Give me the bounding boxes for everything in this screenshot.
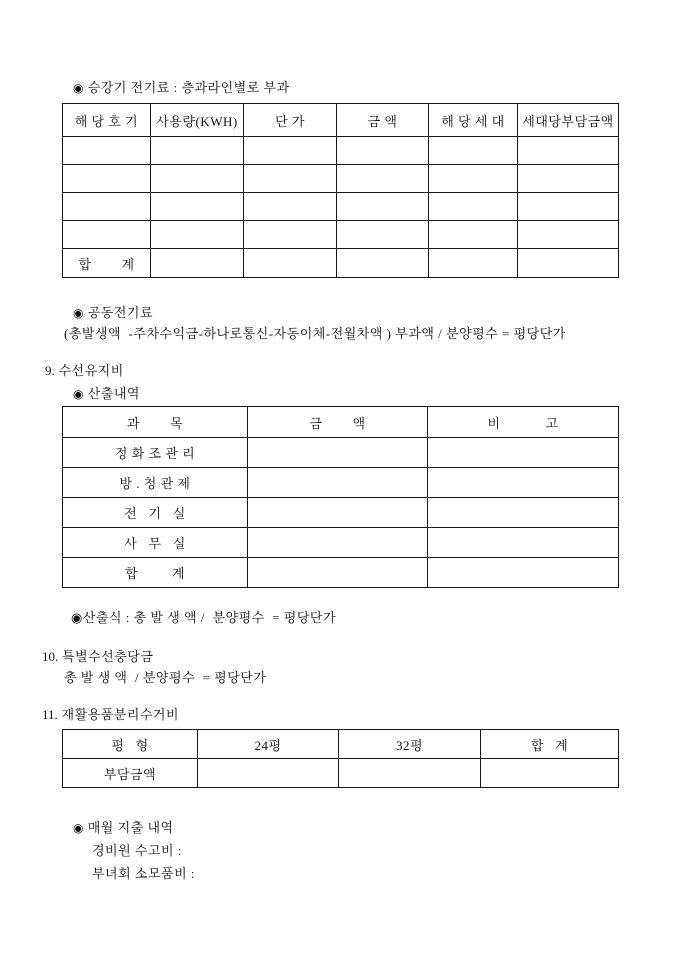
common-electric-heading-text: 공동전기료 — [87, 305, 154, 320]
fisheye-bullet-icon: ◉ — [73, 81, 84, 95]
empty-cell — [248, 558, 428, 588]
section10-number: 10. — [42, 649, 59, 664]
empty-cell — [518, 193, 619, 221]
empty-cell — [151, 221, 244, 249]
recycling-table — [62, 729, 619, 788]
empty-cell — [248, 468, 428, 498]
section10-formula: 총 발 생 액 / 분양평수 = 평당단가 — [64, 670, 267, 685]
row-label-charge: 부담금액 — [63, 759, 198, 788]
total-label-cell: 합 계 — [63, 249, 151, 278]
empty-cell — [518, 249, 619, 278]
table-row — [63, 165, 619, 193]
row-label-septic: 정 화 조 관 리 — [63, 438, 248, 468]
empty-cell — [151, 137, 244, 165]
row-label-office: 사 무 실 — [63, 528, 248, 558]
table-row — [63, 759, 619, 788]
col-header-unitprice: 단 가 — [244, 104, 337, 137]
col-header-per-household: 세대당부담금액 — [518, 104, 619, 137]
empty-cell — [429, 137, 518, 165]
table-row — [63, 193, 619, 221]
maintenance-table — [62, 406, 619, 588]
col-header-unit: 해 당 호 기 — [63, 104, 151, 137]
calc-detail-heading-text: 산출내역 — [87, 386, 140, 401]
table-row — [63, 438, 619, 468]
empty-cell — [244, 221, 337, 249]
section10-heading — [42, 649, 153, 665]
table-row — [63, 221, 619, 249]
table-header-row — [63, 104, 619, 137]
table-total-row — [63, 249, 619, 278]
calc-detail-heading — [73, 386, 140, 402]
empty-cell — [248, 528, 428, 558]
empty-cell — [339, 759, 481, 788]
table-header-row — [63, 730, 619, 759]
empty-cell — [244, 137, 337, 165]
monthly-expense-heading-text: 매월 지출 내역 — [87, 820, 174, 835]
elevator-fee-heading-text: 승강기 전기료 : 층과라인별로 부과 — [87, 80, 290, 95]
fisheye-bullet-icon: ◉ — [73, 821, 84, 835]
empty-cell — [337, 193, 429, 221]
row-label-electric-room: 전 기 실 — [63, 498, 248, 528]
empty-cell — [244, 193, 337, 221]
empty-cell — [428, 438, 619, 468]
empty-cell — [481, 759, 619, 788]
section10-title: 특별수선충당금 — [62, 649, 154, 664]
empty-cell — [244, 165, 337, 193]
empty-cell — [518, 221, 619, 249]
empty-cell — [63, 137, 151, 165]
section9-title: 수선유지비 — [58, 363, 124, 378]
table-row — [63, 528, 619, 558]
empty-cell — [63, 221, 151, 249]
section9-heading — [45, 363, 124, 379]
empty-cell — [428, 498, 619, 528]
empty-cell — [337, 249, 429, 278]
section11-heading — [42, 707, 179, 723]
elevator-fee-table — [62, 103, 619, 278]
section9-number: 9. — [45, 363, 55, 378]
empty-cell — [429, 165, 518, 193]
row-label-pest-cleaning: 방 . 청 관 제 — [63, 468, 248, 498]
empty-cell — [337, 221, 429, 249]
empty-cell — [429, 193, 518, 221]
empty-cell — [248, 438, 428, 468]
col-header-note: 비 고 — [428, 407, 619, 438]
col-header-32: 32평 — [339, 730, 481, 759]
elevator-fee-heading — [73, 80, 290, 96]
fisheye-bullet-icon: ◉ — [73, 387, 84, 401]
empty-cell — [429, 249, 518, 278]
col-header-24: 24평 — [198, 730, 339, 759]
empty-cell — [518, 165, 619, 193]
col-header-amount: 금 액 — [337, 104, 429, 137]
col-header-total: 합 계 — [481, 730, 619, 759]
monthly-expense-heading — [73, 820, 174, 836]
womens-club-supplies-line: 부녀회 소모품비 : — [92, 866, 196, 881]
empty-cell — [337, 137, 429, 165]
empty-cell — [428, 528, 619, 558]
empty-cell — [337, 165, 429, 193]
empty-cell — [151, 193, 244, 221]
table-row — [63, 468, 619, 498]
table-header-row — [63, 407, 619, 438]
guard-fee-line: 경비원 수고비 : — [92, 843, 182, 858]
empty-cell — [429, 221, 518, 249]
fisheye-bullet-icon: ◉ — [73, 306, 84, 320]
section11-title: 재활용품분리수거비 — [61, 707, 180, 722]
empty-cell — [244, 249, 337, 278]
total-label-cell: 합 계 — [63, 558, 248, 588]
empty-cell — [518, 137, 619, 165]
table-total-row — [63, 558, 619, 588]
empty-cell — [428, 558, 619, 588]
section11-number: 11. — [42, 707, 58, 722]
empty-cell — [428, 468, 619, 498]
table-row — [63, 498, 619, 528]
table-row — [63, 137, 619, 165]
empty-cell — [63, 165, 151, 193]
col-header-item: 과 목 — [63, 407, 248, 438]
common-electric-heading — [73, 305, 153, 321]
empty-cell — [248, 498, 428, 528]
empty-cell — [63, 193, 151, 221]
common-electric-formula: (총발생액 -주차수익금-하나로통신-자동이체-전월차액 ) 부과액 / 분양평수 = 평당단가 — [64, 326, 566, 341]
col-header-usage: 사용량(KWH) — [151, 104, 244, 137]
empty-cell — [151, 249, 244, 278]
empty-cell — [151, 165, 244, 193]
calc-formula: ◉산출식 : 총 발 생 액 / 분양평수 = 평당단가 — [71, 610, 337, 625]
empty-cell — [198, 759, 339, 788]
col-header-size: 평 형 — [63, 730, 198, 759]
col-header-households: 해 당 세 대 — [429, 104, 518, 137]
col-header-amount: 금 액 — [248, 407, 428, 438]
